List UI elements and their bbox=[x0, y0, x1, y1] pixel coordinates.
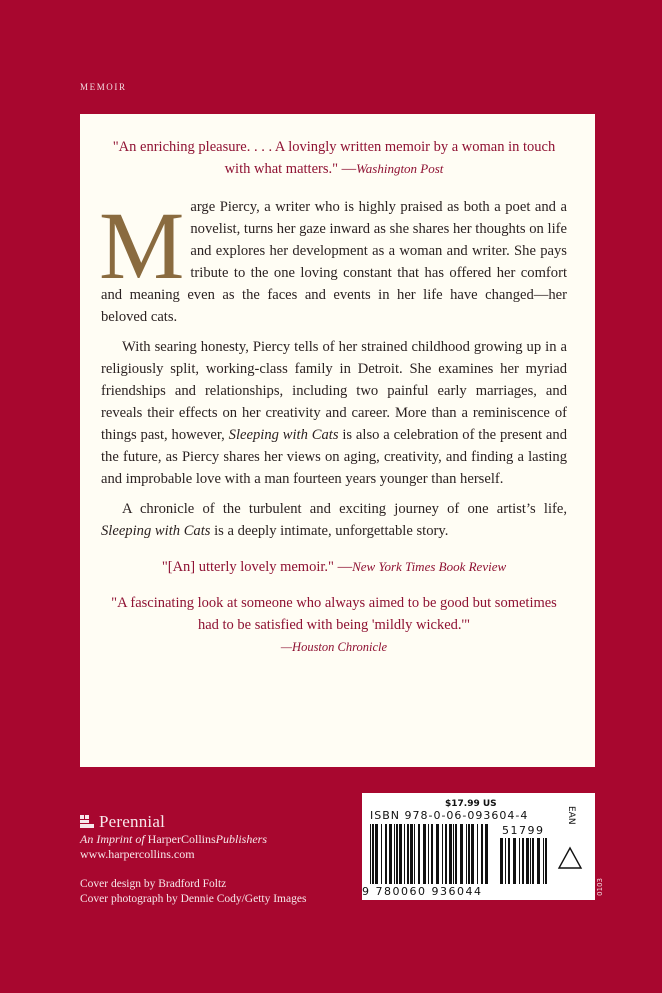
barcode-bar bbox=[543, 838, 544, 884]
description-panel bbox=[80, 114, 595, 767]
barcode-bar bbox=[455, 824, 457, 884]
publisher-imprint bbox=[80, 832, 267, 847]
cover-design-credit: Cover design by Bradford Foltz bbox=[80, 878, 227, 890]
side-code: 0103 bbox=[596, 878, 604, 896]
barcode-bar bbox=[471, 824, 474, 884]
barcode-bar bbox=[431, 824, 433, 884]
barcode-bar bbox=[410, 824, 413, 884]
quote-text: "[An] utterly lovely memoir." bbox=[161, 559, 334, 575]
publisher-website: www.harpercollins.com bbox=[80, 847, 195, 861]
review-quote-washington-post bbox=[101, 136, 567, 180]
barcode-bar bbox=[442, 824, 443, 884]
barcode-bar bbox=[375, 824, 378, 884]
paragraph-text: With searing honesty, Piercy tells of her strained childhood growing up in a religiously split, working-class family in Detroit. She examines her myriad friendships and relationships, including two painful early marriages, and reveals their effects on her creativity and career. More than a reminiscence of things past, however, bbox=[101, 339, 567, 443]
category-label: MEMOIR bbox=[80, 82, 127, 92]
barcode-bar bbox=[399, 824, 402, 884]
barcode-digits: 9 780060 936044 bbox=[362, 885, 483, 898]
review-quote-houston-chronicle bbox=[101, 592, 567, 658]
barcode-bar bbox=[436, 824, 439, 884]
publisher-name: Perennial bbox=[99, 812, 165, 831]
barcode-bar bbox=[522, 838, 524, 884]
cover-photo-credit: Cover photograph by Dennie Cody/Getty Images bbox=[80, 893, 307, 905]
drop-cap: M bbox=[99, 192, 185, 299]
quote-text: "An enriching pleasure. . . . A lovingly written memoir by a woman in touch with what matters." bbox=[112, 139, 556, 177]
publisher-block bbox=[80, 812, 267, 862]
isbn-text: ISBN 978-0-06-093604-4 bbox=[370, 809, 529, 822]
barcode-bar bbox=[545, 838, 547, 884]
barcode-bar bbox=[418, 824, 420, 884]
barcode-bar bbox=[385, 824, 387, 884]
ean-barcode bbox=[370, 824, 490, 884]
barcode-bar bbox=[445, 824, 447, 884]
quote-text: "A fascinating look at someone who always aimed to be good but sometimes had to be satisfied with being 'mildly wicked.'" bbox=[111, 595, 557, 633]
description-paragraph-2 bbox=[101, 336, 567, 490]
paragraph-text: is also a celebration of the present and the future, as Piercy shares her views on aging, creativity, and finding a lasting and improbable love with a man fourteen years younger than herself. bbox=[101, 427, 567, 487]
paragraph-text: is a deeply intimate, unforgettable story. bbox=[210, 523, 449, 539]
barcode-bar bbox=[468, 824, 470, 884]
triangle-icon bbox=[557, 846, 583, 870]
barcode-bar bbox=[513, 838, 516, 884]
quote-dash: — bbox=[333, 559, 353, 575]
perennial-logo-icon bbox=[80, 815, 94, 829]
barcode-bar bbox=[414, 824, 415, 884]
imprint-suffix: Publishers bbox=[215, 832, 268, 846]
imprint-prefix: An Imprint of bbox=[80, 832, 148, 846]
barcode-bar bbox=[460, 824, 463, 884]
barcode-bar bbox=[372, 824, 374, 884]
cover-credits bbox=[80, 877, 306, 907]
description-paragraph-1 bbox=[99, 192, 567, 328]
quote-dash: — bbox=[338, 161, 357, 177]
barcode-bar bbox=[526, 838, 529, 884]
barcode-bar bbox=[407, 824, 409, 884]
barcode-bar bbox=[370, 824, 371, 884]
paragraph-text: A chronicle of the turbulent and exciting journey of one artist’s life, bbox=[122, 501, 567, 517]
barcode-bar bbox=[481, 824, 483, 884]
quote-source: New York Times Book Review bbox=[352, 559, 507, 574]
barcode-bar bbox=[519, 838, 520, 884]
barcode-bar bbox=[394, 824, 395, 884]
barcode-block bbox=[362, 793, 595, 900]
barcode-bar bbox=[508, 838, 510, 884]
barcode-bar bbox=[453, 824, 454, 884]
paragraph-text: arge Piercy, a writer who is highly praised as both a poet and a novelist, turns her gaze inward as she shares her thoughts on life and explores her development as a woman and writer. She pays tribute to the one loving constant that has offered her comfort and meaning even as the faces and events in her life have changed—her beloved cats. bbox=[101, 199, 567, 325]
barcode-bar bbox=[537, 838, 540, 884]
barcode-bar bbox=[428, 824, 429, 884]
barcode-bar bbox=[389, 824, 392, 884]
barcode-bar bbox=[477, 824, 478, 884]
description-paragraph-3 bbox=[101, 498, 567, 542]
barcode-bar bbox=[466, 824, 467, 884]
barcode-bar bbox=[423, 824, 426, 884]
price-label: $17.99 US bbox=[445, 799, 497, 809]
quote-source: —Houston Chronicle bbox=[280, 640, 388, 654]
barcode-bar bbox=[505, 838, 506, 884]
addon-digits: 51799 bbox=[502, 824, 545, 837]
barcode-bar bbox=[532, 838, 534, 884]
barcode-bar bbox=[381, 824, 382, 884]
book-title: Sleeping with Cats bbox=[101, 523, 211, 539]
barcode-bar bbox=[530, 838, 531, 884]
quote-source: Washington Post bbox=[356, 161, 444, 176]
barcode-bar bbox=[449, 824, 452, 884]
addon-barcode bbox=[500, 838, 548, 884]
barcode-bar bbox=[404, 824, 405, 884]
barcode-bar bbox=[500, 838, 503, 884]
book-title: Sleeping with Cats bbox=[228, 427, 339, 443]
barcode-bar bbox=[485, 824, 488, 884]
barcode-bar bbox=[396, 824, 398, 884]
review-quote-nyt bbox=[101, 556, 567, 578]
ean-label: EAN bbox=[566, 806, 576, 825]
imprint-name: HarperCollins bbox=[147, 832, 216, 846]
